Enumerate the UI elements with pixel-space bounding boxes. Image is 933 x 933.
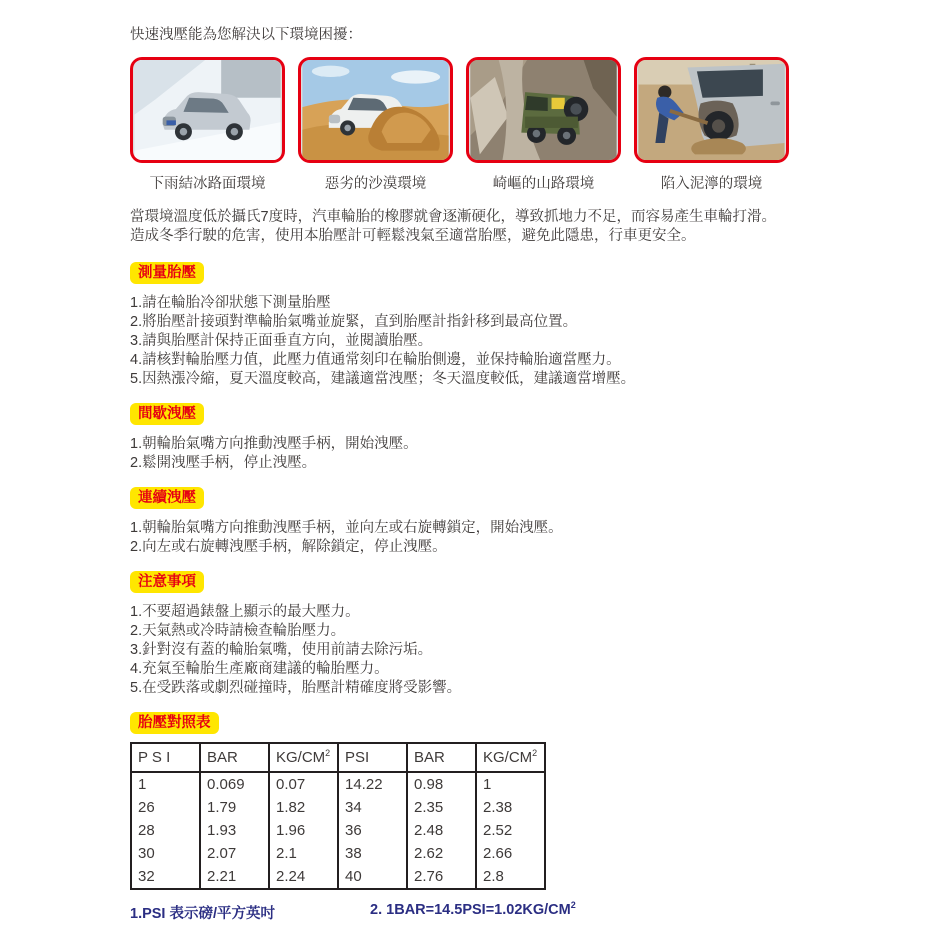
footnote-bar-conversion-text: 2. 1BAR=14.5PSI=1.02KG/CM	[370, 902, 571, 918]
pressure-table-header-cell: PSI	[338, 743, 407, 772]
instruction-item: 2.向左或右旋轉洩壓手柄，解除鎖定，停止洩壓。	[130, 539, 447, 555]
pressure-table-header-row	[131, 743, 545, 772]
pressure-table-cell: 2.62	[407, 842, 476, 865]
env-caption-desert: 惡劣的沙漠環境	[324, 176, 427, 192]
environment-gallery	[130, 57, 813, 193]
pressure-table-cell: 2.1	[269, 842, 338, 865]
pressure-table-cell: 2.66	[476, 842, 545, 865]
pressure-table-head	[131, 743, 545, 772]
snow-road-photo	[130, 57, 285, 163]
pressure-conversion-table	[130, 742, 546, 890]
section-title-measure-pressure: 測量胎壓	[130, 262, 204, 284]
section-title-notes: 注意事項	[130, 571, 204, 593]
pressure-table-cell: 1	[476, 772, 545, 796]
footnote-psi-definition: 1.PSI 表示磅/平方英吋	[130, 906, 276, 922]
instruction-item: 3.請與胎壓計保持正面垂直方向，並閱讀胎壓。	[130, 333, 433, 349]
section-title-intermittent-deflate: 間歇洩壓	[130, 403, 204, 425]
instruction-item: 1.請在輪胎冷卻狀態下測量胎壓	[130, 295, 331, 311]
pressure-table-cell: 2.48	[407, 819, 476, 842]
pressure-table-cell: 32	[138, 868, 155, 885]
pressure-table-cell: 1.96	[269, 819, 338, 842]
pressure-table-row	[131, 819, 545, 842]
notes-items	[130, 603, 813, 698]
measure-pressure-steps	[130, 294, 813, 389]
desert-photo-icon	[301, 60, 450, 160]
section-continuous-deflate	[130, 487, 813, 557]
pressure-table-cell: 1.79	[200, 796, 269, 819]
section-title-pressure-table: 胎壓對照表	[130, 712, 219, 734]
pressure-table-cell: 26	[138, 799, 155, 816]
instruction-item: 2.天氣熱或冷時請檢查輪胎壓力。	[130, 623, 346, 639]
instruction-item: 1.朝輪胎氣嘴方向推動洩壓手柄，並向左或右旋轉鎖定，開始洩壓。	[130, 520, 563, 536]
pressure-table-cell: 0.069	[200, 772, 269, 796]
intermittent-deflate-steps	[130, 435, 813, 473]
section-measure-pressure	[130, 262, 813, 389]
pressure-table-cell: 2.52	[476, 819, 545, 842]
pressure-table-cell: 1.82	[269, 796, 338, 819]
superscript: 2	[325, 748, 331, 758]
instruction-item: 4.充氣至輪胎生產廠商建議的輪胎壓力。	[130, 661, 389, 677]
instruction-item: 3.針對沒有蓋的輪胎氣嘴，使用前請去除污垢。	[130, 642, 433, 658]
instruction-item: 2.將胎壓計接頭對準輪胎氣嘴並旋緊，直到胎壓計指針移到最高位置。	[130, 314, 578, 330]
continuous-deflate-steps	[130, 519, 813, 557]
pressure-table-cell: 30	[138, 845, 155, 862]
env-caption-mountain: 崎嶇的山路環境	[492, 176, 595, 192]
pressure-table-cell: 1	[138, 776, 147, 793]
pressure-table-cell: 34	[338, 796, 407, 819]
pressure-table-cell: 2.24	[269, 865, 338, 889]
section-intermittent-deflate	[130, 403, 813, 473]
superscript: 2	[532, 748, 538, 758]
instruction-item: 1.朝輪胎氣嘴方向推動洩壓手柄，開始洩壓。	[130, 436, 418, 452]
section-title-continuous-deflate: 連續洩壓	[130, 487, 204, 509]
instruction-item: 2.鬆開洩壓手柄，停止洩壓。	[130, 455, 317, 471]
instruction-item: 4.請核對輪胎壓力值，此壓力值通常刻印在輪胎側邊，並保持輪胎適當壓力。	[130, 352, 621, 368]
env-card-snow	[130, 57, 285, 193]
section-pressure-table	[130, 712, 813, 890]
pressure-table-row	[131, 796, 545, 819]
env-card-mountain	[466, 57, 621, 193]
pressure-table-cell: 1.93	[200, 819, 269, 842]
pressure-table-cell: 2.38	[476, 796, 545, 819]
description-line-2: 造成冬季行駛的危害，使用本胎壓計可輕鬆洩氣至適當胎壓，避免此隱患，行車更安全。	[130, 228, 696, 244]
pressure-table-header-cell: $KG/CM^2$	[476, 743, 545, 772]
mountain-road-photo	[466, 57, 621, 163]
pressure-table-cell: 2.21	[200, 865, 269, 889]
pressure-table-header-cell: BAR	[200, 743, 269, 772]
pressure-table-cell: 40	[338, 865, 407, 889]
pressure-table-row	[131, 842, 545, 865]
description-paragraph	[130, 208, 813, 246]
instruction-item: 1.不要超過錶盤上顯示的最大壓力。	[130, 604, 360, 620]
pressure-table-row	[131, 772, 545, 796]
mud-photo-icon	[637, 60, 786, 160]
pressure-table-cell: 28	[138, 822, 155, 839]
footnotes	[130, 902, 813, 923]
pressure-table-cell: 2.76	[407, 865, 476, 889]
pressure-table-cell: 36	[338, 819, 407, 842]
pressure-table-body	[131, 772, 545, 889]
pressure-table-cell: 0.98	[407, 772, 476, 796]
pressure-table-header-cell: $KG/CM^2$	[269, 743, 338, 772]
env-card-desert	[298, 57, 453, 193]
env-card-mud	[634, 57, 789, 193]
intro-text: 快速洩壓能為您解決以下環境困擾：	[130, 27, 362, 43]
description-line-1: 當環境溫度低於攝氏7度時，汽車輪胎的橡膠就會逐漸硬化，導致抓地力不足，而容易產生車輪打滑。	[130, 209, 777, 225]
snow-road-photo-icon	[133, 60, 282, 160]
pressure-table-cell: 2.35	[407, 796, 476, 819]
desert-photo	[298, 57, 453, 163]
pressure-table-header-cell: P S I	[131, 743, 200, 772]
pressure-table-header-cell: BAR	[407, 743, 476, 772]
footnote-bar-conversion-sup: 2	[570, 900, 576, 911]
pressure-table-row	[131, 865, 545, 889]
pressure-table-cell: 0.07	[269, 772, 338, 796]
mud-photo	[634, 57, 789, 163]
instruction-item: 5.在受跌落或劇烈碰撞時，胎壓計精確度將受影響。	[130, 680, 462, 696]
env-caption-snow: 下雨結冰路面環境	[149, 176, 266, 192]
mountain-road-photo-icon	[469, 60, 618, 160]
section-notes	[130, 571, 813, 698]
instruction-item: 5.因熱漲冷縮，夏天溫度較高，建議適當洩壓；冬天溫度較低，建議適當增壓。	[130, 371, 636, 387]
pressure-table-cell: 2.07	[200, 842, 269, 865]
env-caption-mud: 陷入泥濘的環境	[660, 176, 763, 192]
pressure-table-cell: 2.8	[476, 865, 545, 889]
footnote-bar-conversion	[370, 902, 576, 923]
pressure-table-cell: 38	[338, 842, 407, 865]
pressure-table-cell: 14.22	[338, 772, 407, 796]
